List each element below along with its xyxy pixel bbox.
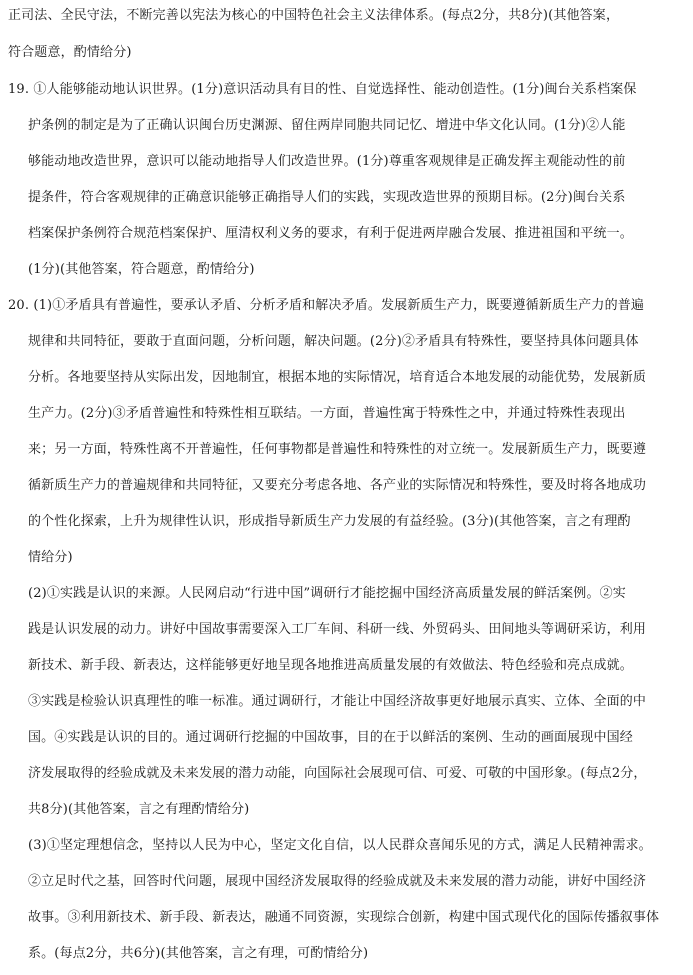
- q20-1-line-4: 生产力。(2分)③矛盾普遍性和特殊性相互联结。一方面，普遍性寓于特殊性之中，并通过特殊性表现出: [28, 406, 626, 421]
- q20-2-line-1: (2)①实践是认识的来源。人民网启动“行进中国”调研行才能挖掘中国经济高质量发展的鲜活案例。②实: [28, 586, 626, 601]
- q20-3-line-1: (3)①坚定理想信念，坚持以人民为中心，坚定文化自信，以人民群众喜闻乐见的方式，满足人民精神需求。: [28, 838, 652, 853]
- q20-3-line-4: 系。(每点2分，共6分)(其他答案，言之有理，可酌情给分): [28, 946, 369, 961]
- q20-2-line-7: 共8分)(其他答案，言之有理酌情给分): [28, 802, 250, 817]
- q19-line-4: 提条件，符合客观规律的正确意识能够正确指导人们的实践，实现改造世界的预期目标。(2分)闽台关系: [28, 190, 626, 205]
- q19-line-3: 够能动地改造世界，意识可以能动地指导人们改造世界。(1分)尊重客观规律是正确发挥主观能动性的前: [28, 154, 626, 169]
- q20-3-line-3: 故事。③利用新技术、新手段、新表达，融通不同资源，实现综合创新，构建中国式现代化的国际传播叙事体: [28, 910, 660, 925]
- q19-line-2: 护条例的制定是为了正确认识闽台历史渊源、留住两岸同胞共同记忆、增进中华文化认同。(1分)②人能: [28, 118, 626, 133]
- q20-1-line-2: 规律和共同特征，要敢于直面问题，分析问题，解决问题。(2分)②矛盾具有特殊性，要坚持具体问题具体: [28, 334, 639, 349]
- prev-answer-line-2: 符合题意，酌情给分): [8, 45, 132, 60]
- q20-2-line-2: 践是认识发展的动力。讲好中国故事需要深入工厂车间、科研一线、外贸码头、田间地头等调研采访，利用: [28, 622, 647, 637]
- q20-2-line-5: 国。④实践是认识的目的。通过调研行挖掘的中国故事，目的在于以鲜活的案例、生动的画面展现中国经: [28, 730, 633, 745]
- q19-line-1: 19. ①人能够能动地认识世界。(1分)意识活动具有目的性、自觉选择性、能动创造性。(1分)闽台关系档案保: [8, 82, 637, 97]
- q20-1-line-1: 20. (1)①矛盾具有普遍性，要承认矛盾、分析矛盾和解决矛盾。发展新质生产力，既要遵循新质生产力的普遍: [8, 298, 645, 313]
- q20-2-line-3: 新技术、新手段、新表达，这样能够更好地呈现各地推进高质量发展的有效做法、特色经验和亮点成就。: [28, 658, 633, 673]
- q20-1-line-6: 循新质生产力的普遍规律和共同特征，又要充分考虑各地、各产业的实际情况和特殊性，要及时将各地成功: [28, 478, 647, 493]
- q20-1-line-7: 的个性化探索，上升为规律性认识，形成指导新质生产力发展的有益经验。(3分)(其他答案，言之有理酌: [28, 514, 631, 529]
- q20-2-line-4: ③实践是检验认识真理性的唯一标准。通过调研行，才能让中国经济故事更好地展示真实、立体、全面的中: [28, 694, 647, 709]
- q19-line-6: (1分)(其他答案，符合题意，酌情给分): [28, 262, 255, 277]
- q20-1-line-3: 分析。各地要坚持从实际出发，因地制宜，根据本地的实际情况，培育适合本地发展的动能优势，发展新质: [28, 370, 647, 385]
- q20-2-line-6: 济发展取得的经验成就及未来发展的潜力动能，向国际社会展现可信、可爱、可敬的中国形象。(每点2分，: [28, 766, 647, 781]
- q20-3-line-2: ②立足时代之基，回答时代问题，展现中国经济发展取得的经验成就及未来发展的潜力动能，讲好中国经济: [28, 874, 647, 889]
- prev-answer-line-1: 正司法、全民守法，不断完善以宪法为核心的中国特色社会主义法律体系。(每点2分，共8分)(其他答案，: [8, 8, 620, 23]
- q19-line-5: 档案保护条例符合规范档案保护、厘清权利义务的要求，有利于促进两岸融合发展、推进祖国和平统一。: [28, 226, 633, 241]
- q20-1-line-8: 情给分): [28, 550, 73, 565]
- q20-1-line-5: 来；另一方面，特殊性离不开普遍性，任何事物都是普遍性和特殊性的对立统一。发展新质生产力，既要遵: [28, 442, 647, 457]
